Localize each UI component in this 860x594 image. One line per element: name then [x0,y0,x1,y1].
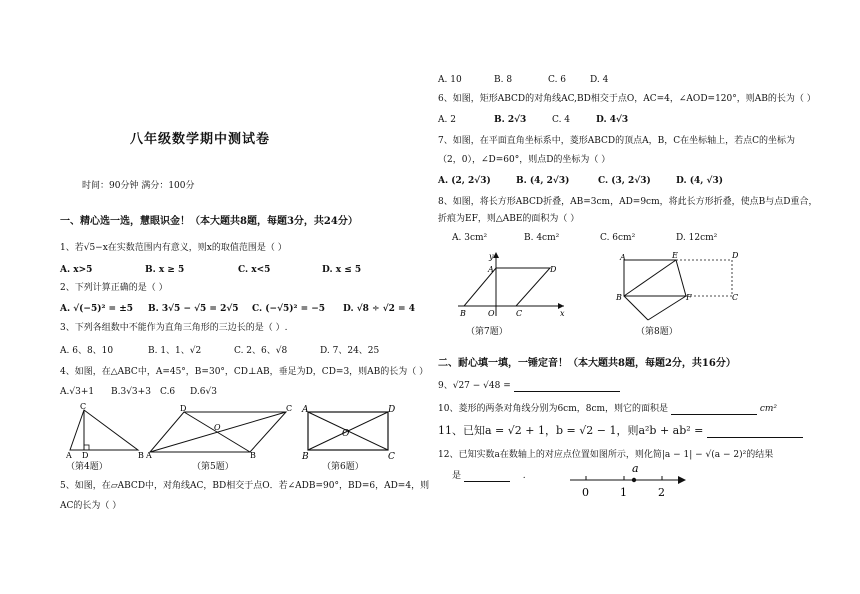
q11-stem: 11、已知a = √2 + 1，b = √2 − 1，则a²b + ab² = [438,424,704,437]
q1-option-d: D. x ≤ 5 [322,265,362,275]
q8-stem-continued: 折痕为EF，则△ABE的面积为（ ） [438,214,580,224]
svg-text:O: O [214,423,221,432]
q3-stem: 3、下列各组数中不能作为直角三角形的三边长的是（ ）. [60,323,288,333]
svg-text:A: A [302,405,309,415]
figure-q8-folded-rectangle [612,250,742,322]
svg-text:D: D [180,404,187,413]
q12-row-2 [452,470,526,482]
q5-option-d: D. 4 [590,75,609,85]
q6-option-b: B. 2√3 [494,115,527,125]
svg-text:A: A [66,451,72,458]
q12-answer-prefix: 是 [452,471,462,481]
q8-option-c: C. 6cm² [600,233,636,243]
figure-q7-rhombus-axes [452,250,572,320]
svg-text:A: A [488,265,494,274]
q5-stem: 5、如图，在▱ABCD中，对角线AC，BD相交于点O．若∠ADB=90°，BD=6，AD=4，则 [60,481,430,491]
figure-label-q4: （第4题） [66,462,108,472]
q1-option-c: C. x<5 [238,265,271,275]
q11-row [438,424,803,438]
point-a-marker [632,478,636,482]
q10-unit: cm² [759,404,777,414]
q5-option-b: B. 8 [494,75,513,85]
svg-text:C: C [516,309,523,318]
tick-label-0: 0 [582,486,589,499]
section-1-heading: 一、精心选一选，慧眼识金！（本大题共8题，每题3分，共24分） [60,216,358,227]
svg-text:D: D [388,405,396,415]
q3-option-c: C. 2、6、√8 [234,346,288,356]
svg-text:C: C [286,404,293,413]
svg-text:C: C [732,293,739,302]
svg-text:D: D [732,251,739,260]
figure-label-q5: （第5题） [192,462,234,472]
q3-option-d: D. 7、24、25 [320,346,380,356]
figure-label-q6: （第6题） [322,462,364,472]
svg-text:D: D [550,265,557,274]
q7-stem-continued: （2，0），∠D=60°，则点D的坐标为（ ） [438,155,611,165]
q10-answer-blank[interactable] [671,404,757,415]
svg-text:F: F [686,293,692,302]
q1-stem: 1、若√5−x在实数范围内有意义，则x的取值范围是（ ） [60,243,287,253]
figure-q6-rectangle [300,402,396,460]
q6-stem: 6、如图，矩形ABCD的对角线AC,BD相交于点O，AC=4，∠AOD=120°，则AB的长为（ ） [438,94,816,104]
svg-text:D: D [82,451,89,458]
svg-text:B: B [138,451,144,458]
q11-answer-blank[interactable] [707,425,803,438]
q4-stem: 4、如图，在△ABC中，A=45°，B=30°，CD⊥AB，垂足为D，CD=3，则AB的长为（ ） [60,367,429,377]
q7-option-a: A. (2, 2√3) [438,176,491,186]
page-title: 八年级数学期中测试卷 [130,132,271,147]
section-2-heading: 二、耐心填一填，一锤定音！（本大题共8题，每题2分，共16分） [438,358,736,369]
q2-option-c: C. (−√5)² = −5 [252,304,326,314]
figure-q4-triangle [66,402,156,458]
figure-label-q8: （第8题） [636,327,678,337]
svg-text:B: B [302,452,309,460]
tick-label-2: 2 [658,486,665,499]
q1-option-a: A. x>5 [60,265,93,275]
q4-option-c: C.6 [160,387,176,397]
svg-text:A: A [146,451,152,458]
q8-stem: 8、如图，将长方形ABCD折叠，AB=3cm，AD=9cm，将此长方形折叠，使点B与点D重合， [438,197,818,207]
q4-option-b: B.3√3+3 [111,387,151,397]
q9-answer-blank[interactable] [514,381,620,392]
svg-text:C: C [80,402,87,411]
svg-text:B: B [250,451,256,458]
q6-option-d: D. 4√3 [596,115,629,125]
q10-stem: 10、菱形的两条对角线分别为6cm，8cm，则它的面积是 [438,404,669,414]
q7-stem: 7、如图，在平面直角坐标系中，菱形ABCD的顶点A，B，C在坐标轴上，若点C的坐标为 [438,136,795,146]
q10-row [438,403,777,415]
exam-meta: 时间：90分钟 满分：100分 [82,181,195,191]
q1-option-b: B. x ≥ 5 [145,265,185,275]
svg-text:A: A [620,253,626,262]
svg-text:B: B [616,293,622,302]
q12-period: . [522,471,526,481]
figure-q5-parallelogram [146,402,294,458]
svg-text:x: x [560,309,565,318]
q4-option-a: A.√3+1 [60,387,95,397]
q4-option-d: D.6√3 [190,387,217,397]
svg-text:y: y [489,252,494,261]
q5-option-a: A. 10 [438,75,462,85]
q7-option-c: C. (3, 2√3) [598,176,651,186]
point-a-label: a [632,462,639,475]
q2-option-a: A. √(−5)² = ±5 [60,304,134,314]
q6-option-a: A. 2 [438,115,456,125]
q8-option-b: B. 4cm² [524,233,560,243]
svg-text:B: B [460,309,466,318]
q8-option-a: A. 3cm² [452,233,488,243]
q9-stem: 9、√27 − √48 = [438,381,511,391]
q6-option-c: C. 4 [552,115,571,125]
q5-stem-continued: AC的长为（ ） [60,501,122,511]
q5-option-c: C. 6 [548,75,567,85]
q7-option-d: D. (4, √3) [676,176,723,186]
figure-label-q7: （第7题） [466,327,508,337]
tick-label-1: 1 [620,486,627,499]
svg-text:O: O [488,309,495,318]
q2-option-b: B. 3√5 − √5 = 2√5 [148,304,239,314]
q3-option-b: B. 1、1、√2 [148,346,202,356]
svg-text:E: E [672,251,678,260]
q12-number-line [566,460,690,500]
q9-row [438,380,620,392]
svg-text:O: O [342,429,350,439]
q7-option-b: B. (4, 2√3) [516,176,570,186]
q3-option-a: A. 6、8、10 [60,346,114,356]
q12-stem: 12、已知实数a在数轴上的对应点位置如图所示，则化简|a − 1| − √(a − 2)²的结果 [438,450,774,460]
q2-option-d: D. √8 ÷ √2 = 4 [343,304,415,314]
q2-stem: 2、下列计算正确的是（ ） [60,283,168,293]
q12-answer-blank[interactable] [464,471,510,482]
q8-option-d: D. 12cm² [676,233,718,243]
svg-text:C: C [388,452,395,460]
